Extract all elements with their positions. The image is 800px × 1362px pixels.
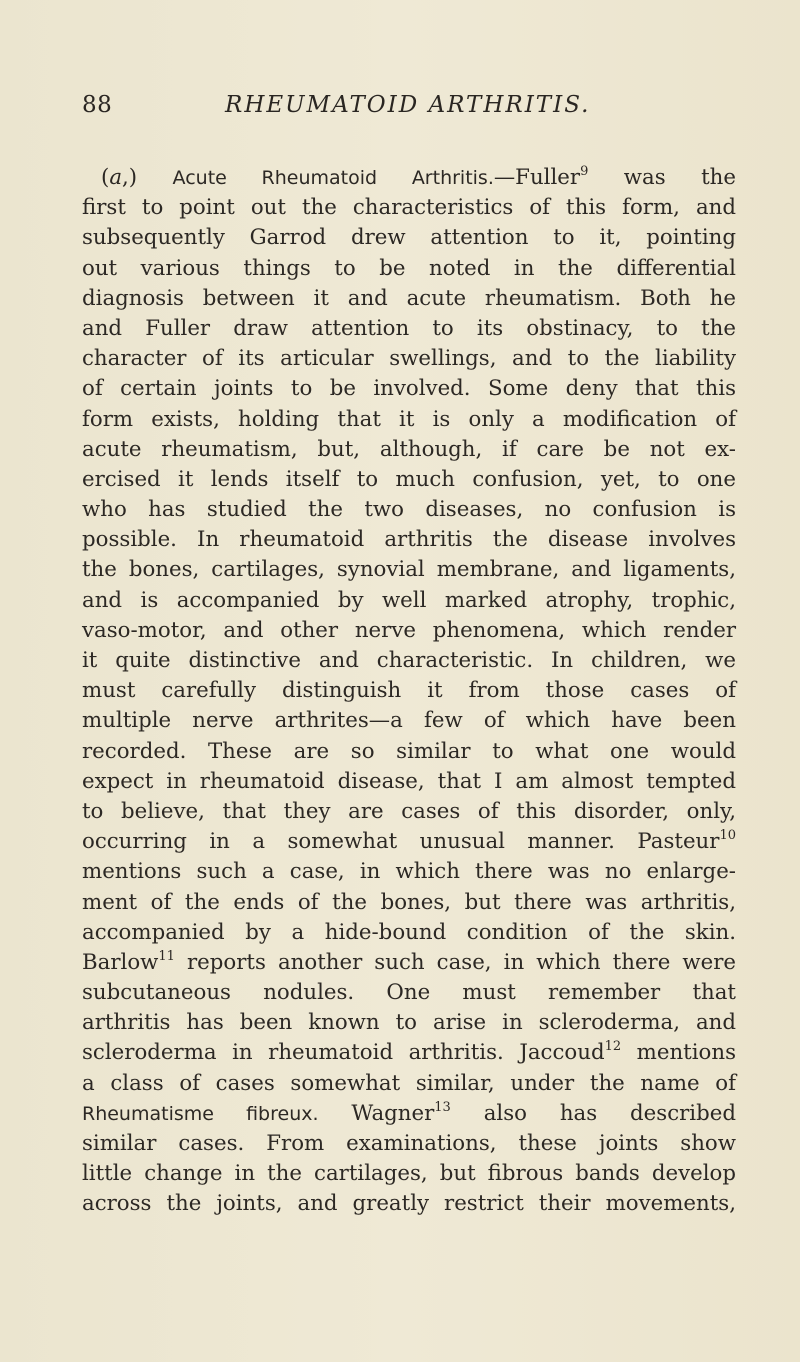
text-run: mentions such a case, in which there was no enlarge-	[82, 859, 736, 885]
text-line	[82, 797, 736, 827]
text-line	[82, 888, 736, 918]
text-run: ,)	[122, 165, 173, 190]
text-line	[82, 405, 736, 435]
footnote-reference: 11	[158, 948, 175, 964]
text-line	[82, 495, 736, 525]
text-line	[82, 676, 736, 706]
text-run: occurring in a somewhat unusual manner. Pasteur	[82, 829, 720, 855]
text-run: Wagner	[318, 1100, 435, 1126]
text-run: mentions	[621, 1040, 737, 1066]
bold-term: Rheumatisme fibreux.	[82, 1102, 319, 1125]
text-line	[82, 1099, 736, 1129]
text-line	[82, 1189, 736, 1219]
running-head: RHEUMATOID ARTHRITIS.	[225, 92, 591, 118]
text-line	[82, 1038, 736, 1068]
text-line	[82, 616, 736, 646]
text-line	[82, 1069, 736, 1099]
text-line	[82, 223, 736, 253]
text-line	[82, 254, 736, 284]
bold-term: Acute Rheumatoid Arthritis.	[172, 167, 494, 189]
text-run: first to point out the characteristics of this form, and	[82, 195, 736, 221]
text-line	[82, 284, 736, 314]
text-line	[82, 827, 736, 857]
text-run: a class of cases somewhat similar, under the name of	[82, 1070, 736, 1096]
text-line	[82, 918, 736, 948]
footnote-reference: 12	[604, 1039, 622, 1055]
text-run: was the	[588, 165, 736, 190]
text-run: —Fuller	[493, 165, 581, 190]
text-line	[82, 163, 736, 193]
text-run: it quite distinctive and characteristic. In children, we	[82, 648, 736, 673]
text-run: the bones, cartilages, synovial membrane, and ligaments,	[82, 557, 736, 583]
text-run: across the joints, and greatly restrict their movements,	[82, 1191, 736, 1217]
text-run: a	[109, 165, 123, 190]
text-line	[82, 344, 736, 374]
text-run: possible. In rheumatoid arthritis the disease involves	[82, 527, 736, 553]
text-run: out various things to be noted in the differential	[82, 255, 736, 281]
text-run: multiple nerve arthrites—a few of which have been	[82, 708, 736, 734]
text-run: vaso-motor, and other nerve phenomena, which render	[82, 617, 736, 643]
text-line	[82, 857, 736, 887]
text-line	[82, 525, 736, 555]
text-run: who has studied the two diseases, no confusion is	[82, 497, 736, 523]
text-run: Barlow	[82, 949, 159, 975]
text-line	[82, 948, 736, 978]
text-run: little change in the cartilages, but fibrous bands develop	[82, 1161, 736, 1187]
text-run: diagnosis between it and acute rheumatism. Both he	[82, 285, 736, 311]
text-run: arthritis has been known to arise in scleroderma, and	[82, 1010, 736, 1036]
text-run: expect in rheumatoid disease, that I am almost tempted	[82, 768, 736, 794]
text-line	[82, 1159, 736, 1189]
footnote-reference: 9	[580, 164, 589, 179]
text-run: character of its articular swellings, and to the liability	[82, 346, 736, 372]
text-line	[82, 978, 736, 1008]
text-line	[82, 706, 736, 736]
page-number: 88	[82, 92, 113, 118]
text-line	[82, 737, 736, 767]
text-run: recorded. These are so similar to what one would	[82, 738, 736, 764]
text-line	[82, 586, 736, 616]
text-line	[82, 314, 736, 344]
text-run: also has described	[450, 1100, 736, 1126]
text-run: subcutaneous nodules. One must remember that	[82, 980, 736, 1006]
body-paragraph	[82, 163, 736, 1220]
text-line	[82, 1008, 736, 1038]
text-run: to believe, that they are cases of this disorder, only,	[82, 798, 736, 824]
text-line	[82, 435, 736, 465]
footnote-reference: 10	[719, 828, 736, 844]
page-header	[82, 92, 732, 132]
text-line	[82, 767, 736, 797]
text-run: ercised it lends itself to much confusion, yet, to one	[82, 466, 736, 492]
text-line	[82, 646, 736, 676]
text-run: similar cases. From examinations, these joints show	[82, 1131, 736, 1156]
text-run: must carefully distinguish it from those cases of	[82, 678, 736, 704]
text-run: reports another such case, in which there were	[174, 949, 736, 975]
text-line	[82, 555, 736, 585]
text-run: and Fuller draw attention to its obstinacy, to the	[82, 315, 736, 341]
text-run: and is accompanied by well marked atrophy, trophic,	[82, 587, 736, 613]
text-run: (	[101, 165, 110, 190]
text-run: ment of the ends of the bones, but there was arthritis,	[82, 889, 736, 915]
text-run: subsequently Garrod drew attention to it, pointing	[82, 225, 736, 251]
text-run: of certain joints to be involved. Some deny that this	[82, 376, 736, 402]
footnote-reference: 13	[434, 1099, 451, 1115]
text-line	[82, 1129, 736, 1159]
text-run: accompanied by a hide-bound condition of the skin.	[82, 919, 736, 945]
text-run: form exists, holding that it is only a modification of	[82, 406, 736, 432]
text-line	[82, 465, 736, 495]
text-line	[82, 193, 736, 223]
text-line	[82, 374, 736, 404]
text-run: acute rheumatism, but, although, if care be not ex-	[82, 436, 736, 462]
text-run: scleroderma in rheumatoid arthritis. Jaccoud	[82, 1040, 605, 1066]
